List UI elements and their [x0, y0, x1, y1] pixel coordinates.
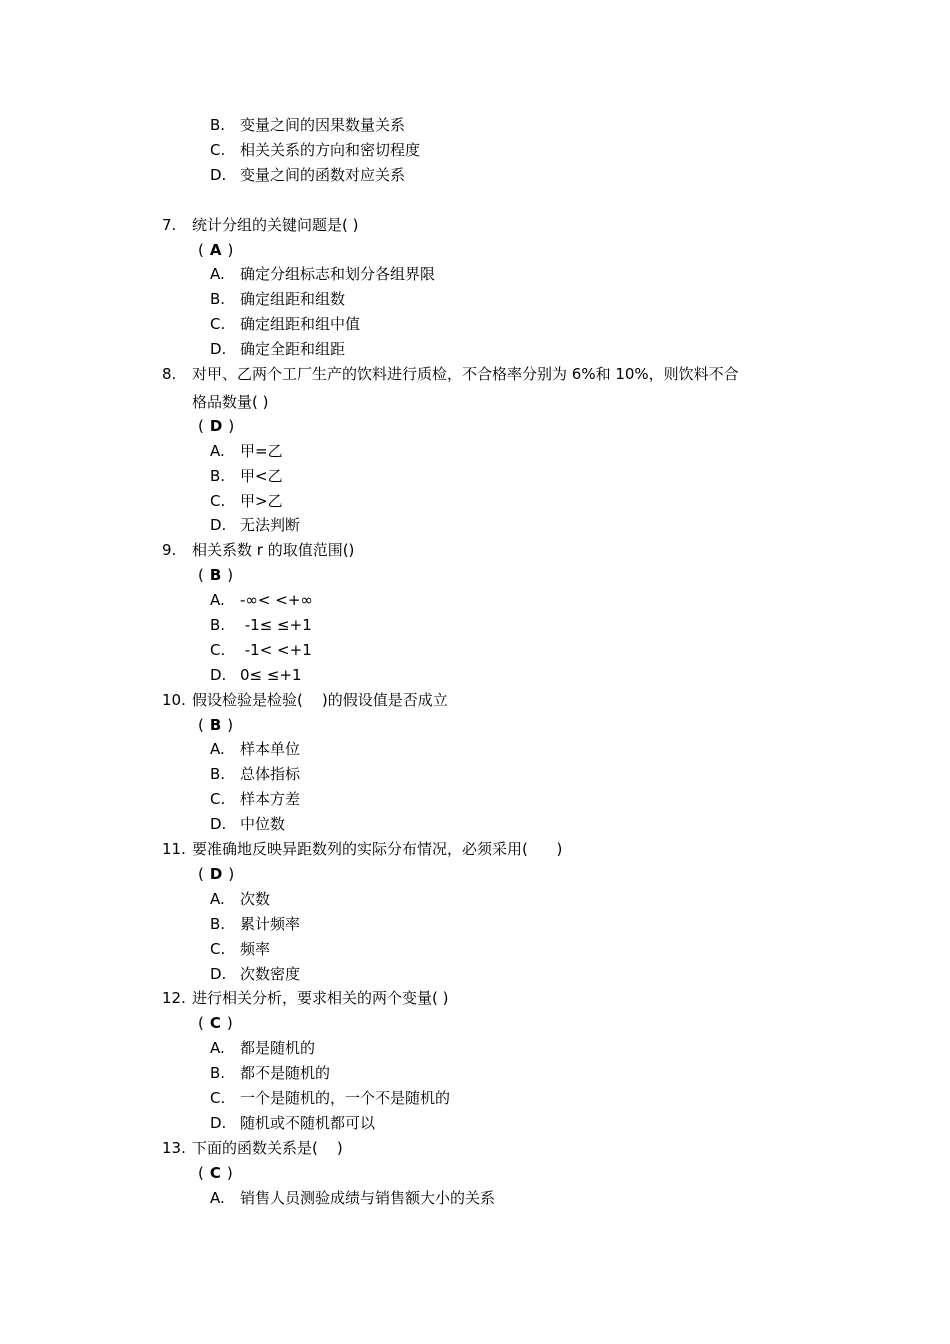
option-letter: C.	[210, 140, 226, 159]
question-13-stem	[0, 1136, 950, 1161]
option-letter: C.	[210, 790, 226, 809]
option-text: 确定全距和组距	[240, 340, 346, 359]
option-letter: B.	[210, 765, 226, 784]
answer-row: ( B )	[198, 715, 234, 734]
option-letter: D.	[210, 964, 227, 983]
option-text: 确定组距和组数	[240, 290, 346, 309]
option-row	[0, 513, 950, 538]
option-row	[0, 1036, 950, 1061]
option-row	[0, 912, 950, 937]
answer-row: ( D )	[198, 416, 235, 435]
option-text: 频率	[240, 939, 271, 958]
option-row	[0, 1086, 950, 1111]
question-text: 下面的函数关系是( )	[192, 1138, 343, 1157]
option-letter: B.	[210, 616, 226, 635]
option-row	[0, 1186, 950, 1211]
option-text: 随机或不随机都可以	[240, 1113, 376, 1132]
document-page	[0, 113, 950, 1210]
option-text: 甲=乙	[240, 441, 283, 460]
answer-letter: B	[209, 715, 222, 734]
question-number: 7.	[162, 215, 177, 234]
option-letter: A.	[210, 591, 225, 610]
option-letter: D.	[210, 340, 227, 359]
option-row	[0, 439, 950, 464]
option-letter: C.	[210, 939, 226, 958]
answer-letter: A	[209, 240, 222, 259]
option-letter: D.	[210, 516, 227, 535]
option-row	[0, 337, 950, 362]
option-row	[0, 464, 950, 489]
question-number: 12.	[162, 989, 186, 1008]
spacer	[0, 188, 950, 213]
answer-row: ( A )	[198, 240, 234, 259]
option-row	[0, 787, 950, 812]
question-text: 统计分组的关键问题是( )	[192, 215, 359, 234]
option-letter: C.	[210, 1088, 226, 1107]
option-letter: D.	[210, 165, 227, 184]
question-text-continued: 格品数量( )	[192, 392, 269, 411]
option-row	[0, 312, 950, 337]
option-row	[0, 887, 950, 912]
option-text: -∞< <+∞	[240, 591, 313, 610]
option-row	[0, 1111, 950, 1136]
option-text: 相关关系的方向和密切程度	[240, 140, 421, 159]
option-text: 一个是随机的，一个不是随机的	[240, 1088, 451, 1107]
question-text: 假设检验是检验( )的假设值是否成立	[192, 690, 448, 709]
answer-letter: B	[209, 566, 222, 585]
option-letter: B.	[210, 466, 226, 485]
option-letter: A.	[210, 740, 225, 759]
question-7-stem	[0, 213, 950, 238]
question-number: 11.	[162, 840, 186, 859]
question-number: 8.	[162, 365, 177, 384]
answer-row: ( C )	[198, 1014, 233, 1033]
option-letter: A.	[210, 1188, 225, 1207]
answer-row: ( C )	[198, 1163, 233, 1182]
question-9-stem	[0, 538, 950, 563]
answer-row: ( B )	[198, 566, 234, 585]
option-text: 0≤ ≤+1	[240, 665, 302, 684]
option-letter: B.	[210, 116, 226, 134]
option-row	[0, 937, 950, 962]
option-text: 样本方差	[240, 790, 301, 809]
option-row	[0, 588, 950, 613]
option-text: 中位数	[240, 815, 286, 834]
question-text: 对甲、乙两个工厂生产的饮料进行质检，不合格率分别为 6%和 10%，则饮料不合	[192, 365, 739, 384]
option-row	[0, 812, 950, 837]
option-letter: A.	[210, 265, 225, 284]
answer-row: ( D )	[198, 864, 235, 883]
option-text: 无法判断	[240, 516, 301, 535]
option-letter: B.	[210, 1064, 226, 1083]
option-text: -1≤ ≤+1	[240, 616, 312, 635]
option-text: 次数密度	[240, 964, 301, 983]
option-text: 都是随机的	[240, 1039, 316, 1058]
question-10-stem	[0, 688, 950, 713]
option-letter: D.	[210, 1113, 227, 1132]
option-row	[0, 962, 950, 987]
option-text: 样本单位	[240, 740, 301, 759]
option-row	[0, 663, 950, 688]
option-text: 都不是随机的	[240, 1064, 331, 1083]
answer-letter: C	[209, 1014, 221, 1033]
question-text: 要准确地反映异距数列的实际分布情况，必须采用( )	[192, 840, 563, 859]
option-text: 甲>乙	[240, 491, 283, 510]
option-row	[0, 638, 950, 663]
option-letter: B.	[210, 914, 226, 933]
option-letter: A.	[210, 1039, 225, 1058]
question-text: 相关系数 r 的取值范围()	[192, 541, 355, 560]
question-number: 13.	[162, 1138, 186, 1157]
option-row	[0, 287, 950, 312]
option-text: 变量之间的函数对应关系	[240, 165, 406, 184]
option-text: 次数	[240, 889, 271, 908]
option-text: -1< <+1	[240, 640, 312, 659]
question-12-stem	[0, 986, 950, 1011]
option-letter: C.	[210, 640, 226, 659]
option-letter: A.	[210, 441, 225, 460]
question-11-stem	[0, 837, 950, 862]
option-text: 销售人员测验成绩与销售额大小的关系	[240, 1188, 496, 1207]
option-row	[0, 1061, 950, 1086]
option-row	[0, 489, 950, 514]
question-number: 10.	[162, 690, 186, 709]
option-row	[0, 163, 950, 188]
question-8-stem	[0, 362, 950, 387]
question-text: 进行相关分析，要求相关的两个变量( )	[192, 989, 449, 1008]
answer-letter: D	[209, 416, 223, 435]
option-text: 甲<乙	[240, 466, 283, 485]
option-row	[0, 138, 950, 163]
answer-letter: C	[209, 1163, 221, 1182]
option-text: 确定分组标志和划分各组界限	[240, 265, 436, 284]
option-letter: B.	[210, 290, 226, 309]
option-letter: C.	[210, 315, 226, 334]
option-text: 累计频率	[240, 914, 301, 933]
question-number: 9.	[162, 541, 177, 560]
option-letter: D.	[210, 665, 227, 684]
option-letter: C.	[210, 491, 226, 510]
option-letter: A.	[210, 889, 225, 908]
option-text: 总体指标	[240, 765, 301, 784]
option-row	[0, 613, 950, 638]
option-letter: D.	[210, 815, 227, 834]
option-row	[0, 262, 950, 287]
option-row	[0, 737, 950, 762]
option-row	[0, 762, 950, 787]
option-text: 确定组距和组中值	[240, 315, 361, 334]
option-row	[0, 113, 950, 138]
answer-letter: D	[209, 864, 223, 883]
option-text: 变量之间的因果数量关系	[240, 116, 406, 134]
